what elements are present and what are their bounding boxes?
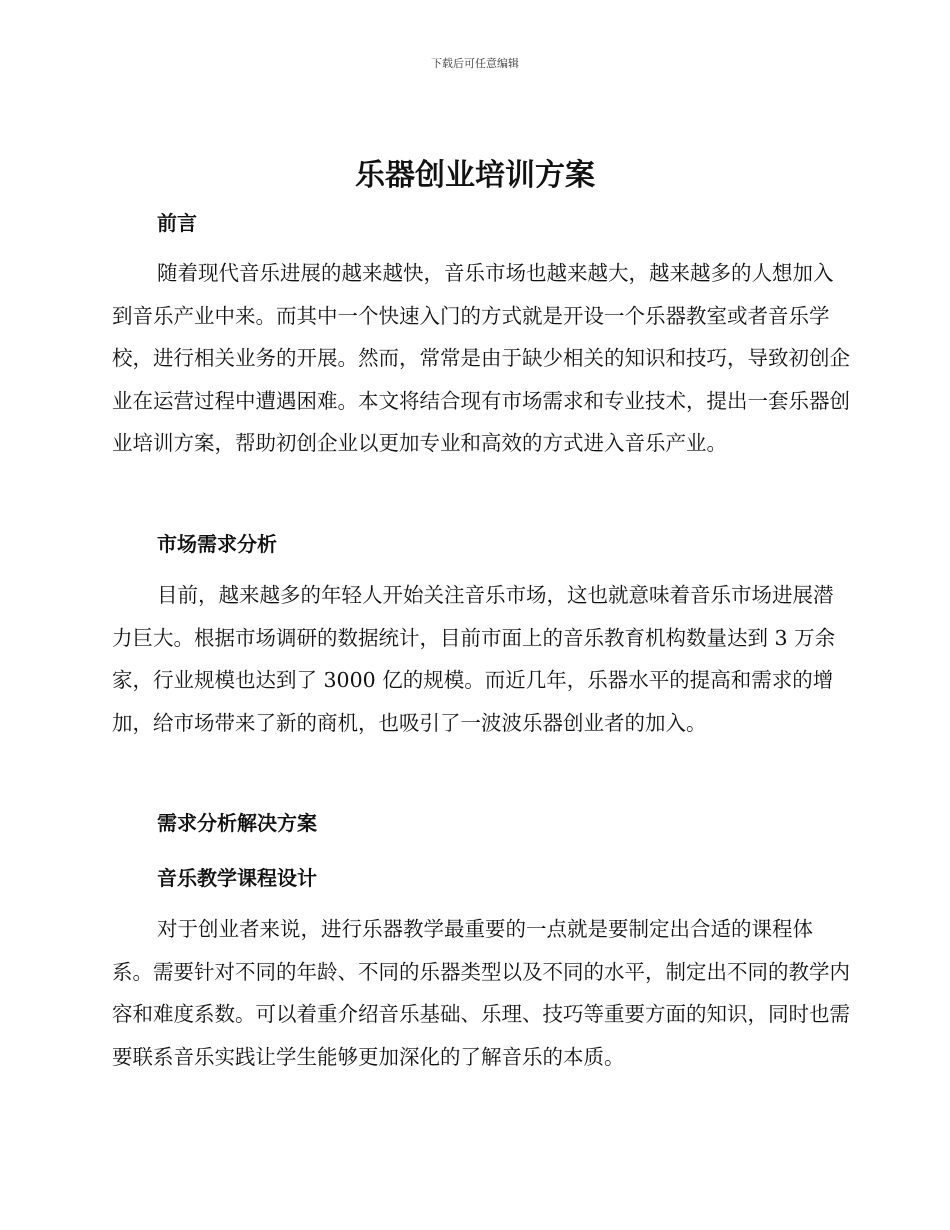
document-title: 乐器创业培训方案: [355, 158, 595, 193]
section-heading-course-design: 音乐教学课程设计: [157, 866, 317, 890]
section-paragraph-market-analysis: 目前，越来越多的年轻人开始关注音乐市场，这也就意味着音乐市场进展潜力巨大。根据市场调研的数据统计，目前市面上的音乐教育机构数量达到 3 万余家，行业规模也达到了 3000 亿的规模。而近几年，乐器水平的提高和需求的增加，给市场带来了新的商机，也吸引了一波波乐器创业者的加入。: [112, 583, 836, 735]
section-heading-solutions: 需求分析解决方案: [157, 811, 317, 835]
section-heading-market-analysis: 市场需求分析: [157, 532, 277, 556]
header-note: 下载后可任意编辑: [431, 57, 519, 70]
section-heading-preface: 前言: [157, 211, 197, 235]
section-paragraph-course-design: 对于创业者来说，进行乐器教学最重要的一点就是要制定出合适的课程体系。需要针对不同的年龄、不同的乐器类型以及不同的水平，制定出不同的教学内容和难度系数。可以着重介绍音乐基础、乐理、技巧等重要方面的知识，同时也需要联系音乐实践让学生能够更加深化的了解音乐的本质。: [112, 917, 850, 1069]
section-paragraph-preface: 随着现代音乐进展的越来越快，音乐市场也越来越大，越来越多的人想加入到音乐产业中来。而其中一个快速入门的方式就是开设一个乐器教室或者音乐学校，进行相关业务的开展。然而，常常是由于缺少相关的知识和技巧，导致初创企业在运营过程中遭遇困难。本文将结合现有市场需求和专业技术，提出一套乐器创业培训方案，帮助初创企业以更加专业和高效的方式进入音乐产业。: [112, 261, 850, 455]
